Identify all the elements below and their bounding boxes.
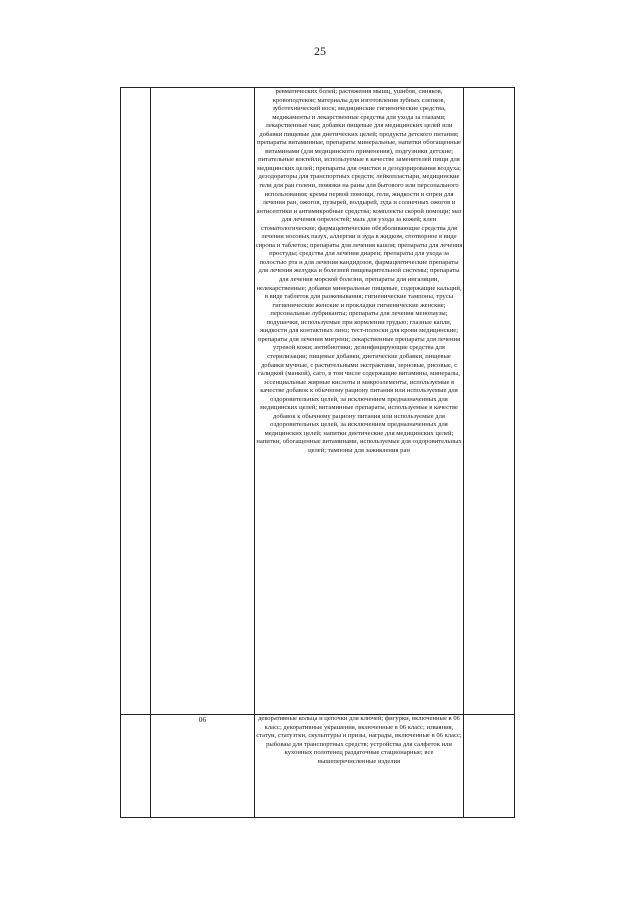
table-row [121,88,515,715]
goods-description-cell: ревматических болей; растяжения мышц, ушибов, синяков, кровоподтеков; материалы для изготовления зубных слепков, зуботехнический воск; медицинские гигиенические средства, медикаменты и лекарственные средства для ухода за глазами; лекарственные чаи; добавки пищевые для медицинских целей или добавки пищевые для диетических целей; продукты детского питания; препараты витаминные, препараты минеральные, напитки обогащенные витаминами (для медицинского применения), подгузники детские; питательные коктейли, используемые в качестве заменителей пищи для медицинских целей; препараты для очистки и дезодорирования воздуха; дезодораторы для транспортных средств; лейкопластыри, медицинские гели для ран голени, повязки на раны для бытового или персонального использования; кремы первой помощи, гели, жидкости и спреи для лечения ран, ожогов, пузырей, волдырей, зуда и солнечных ожогов и антисептики и антимикробные средства; комплекты скорой помощи; маз для лечения опрелостей; мазь для ухода за кожей; клеи стоматологические; фармацевтические обезболивающие средства для лечения носовых пазух, аллергии и зуда в жидком, спотворное в виде сиропа и таблеток; препараты для лечения кашля; препараты для лечения простуды; средства для лечения диареи; препараты для ухода за полостью рта и для лечения кандидозов, фармацевтические препараты для лечения желудка и болезней пищеварительной системы; препараты для лечения морской болезни, препараты для ингаляции, нелекарственные; добавки минеральные пищевые, содержащие кальций, в виде таблеток для разжевывания; гигиенические тампоны, трусы гигиенические женские и прокладки гигиенические женские; персональные лубриканты; препараты для лечения менопаузы; подушечки, используемые при кормлении грудью; глазные капли, жидкости для контактных линз; тест-полоски для крови медицинские; препараты для лечения мигрени; лекарственные препараты для лечения угревой кожи; антибиотики; дезинфицирующие средства для стерилизации; пищевые добавки, диетические добавки, пищевые добавки мучные, с растительными экстрактами, зерновые, рисовые, с галидкой (манкой), саго, в том числе содержащие витамины, минералы, эссенциальные жирные кислоты и микроэлементы, используемые в качестве добавок к обычному рациону питания или используемые для оздоровительных целей, за исключением предназначенных для медицинских целей; витаминные препараты, используемые в качестве добавок к обычному рациону питания или используемые для оздоровительных целей, за исключением предназначенных для медицинских целей; напитки диетические для медицинских целей; напитки, обогащенные витаминами, используемые для оздоровительных целей; тампоны для заживления ран [255,88,464,715]
goods-table [120,87,515,818]
note-cell [464,88,515,715]
goods-description-cell: декоративные кольца и цепочки для ключей; фигурки, включенные в 06 класс; декоративные украшения, включенные в 06 класс; изваяния, статуи, статуэтки, скульптуры и призы, награды, включенные в 06 класс; рыбоваы для транспортных средств; устройства для салфеток или кухонных полотенец раздаточные стационарные; все вышеперечисленные изделия [255,715,464,818]
row-number-cell [121,88,151,715]
table-row [121,715,515,818]
note-cell [464,715,515,818]
class-code-cell [151,88,255,715]
row-number-cell [121,715,151,818]
class-code-cell: 06 [151,715,255,818]
page-number: 25 [314,44,326,58]
